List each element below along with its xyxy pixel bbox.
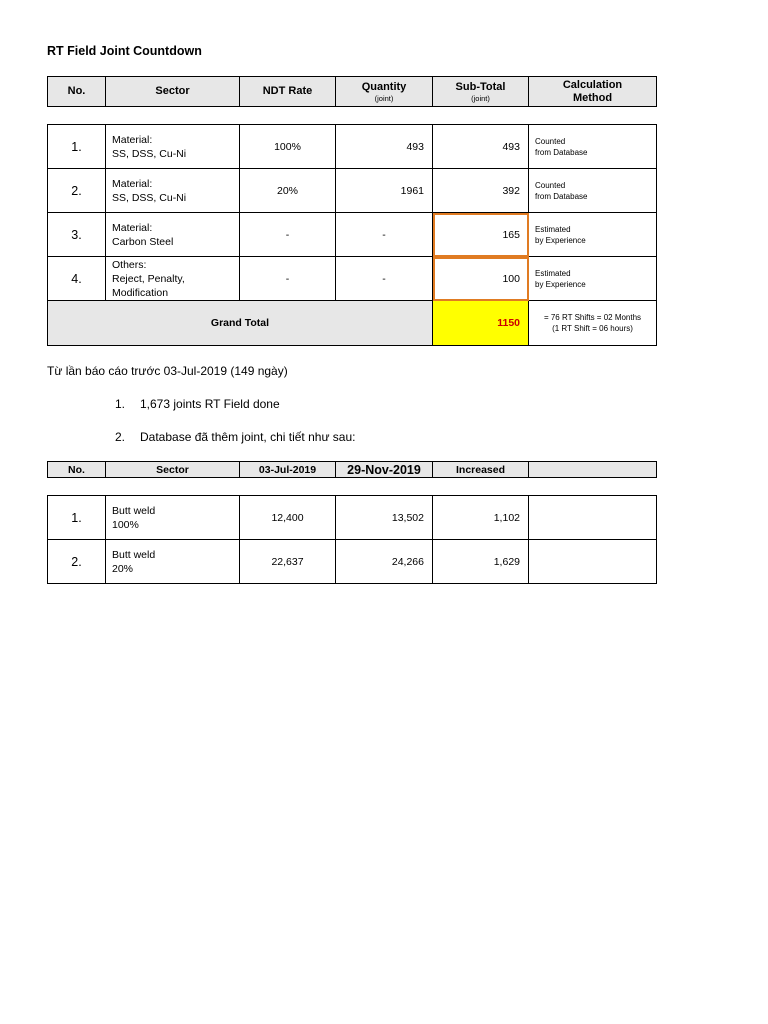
row-quantity: 493 [336,125,433,169]
table-row [48,496,657,540]
row-sector [106,540,240,584]
method-line: from Database [535,147,588,157]
row-extra [529,496,657,540]
method-line: Estimated [535,268,571,278]
row-method [529,257,657,301]
header-quantity [336,77,433,107]
row-subtotal: 392 [433,169,529,213]
note-line: = 76 RT Shifts = 02 Months [543,313,642,322]
grand-total-label: Grand Total [48,301,433,346]
countdown-header [47,76,657,107]
table-row [48,125,657,169]
grand-total-value: 1150 [433,301,529,346]
method-line: by Experience [535,235,586,245]
row-sector [106,169,240,213]
list-item [115,430,356,444]
header-subtotal [433,77,529,107]
row-sector [106,213,240,257]
row-no: 2. [48,540,106,584]
method-line: Counted [535,180,566,190]
table-row [48,257,657,301]
sector-line: Material: [112,177,153,190]
table-row [48,169,657,213]
row-value-date1: 12,400 [240,496,336,540]
row-sector [106,257,240,301]
row-no: 1. [48,496,106,540]
header-sector: Sector [106,462,240,478]
row-quantity: 1961 [336,169,433,213]
row-ndt-rate: 20% [240,169,336,213]
sector-line: SS, DSS, Cu-Ni [112,147,187,160]
list-text: Database đã thêm joint, chi tiết như sau: [140,430,356,444]
header-date-2: 29-Nov-2019 [336,462,433,478]
row-no: 4. [48,257,106,301]
row-extra [529,540,657,584]
sector-line: Material: [112,221,153,234]
header-ndt-rate: NDT Rate [240,77,336,107]
list-number: 1. [115,397,126,411]
table-row [48,213,657,257]
sector-line: 20% [112,562,134,575]
sector-line: Butt weld [112,504,156,517]
database-header [47,461,657,478]
row-sector [106,496,240,540]
row-sector [106,125,240,169]
row-increased: 1,629 [433,540,529,584]
sector-line: Others: [112,258,147,271]
sector-line: Modification [112,286,169,299]
header-subtotal-unit: (joint) [471,93,490,103]
row-subtotal: 100 [433,257,529,301]
sector-line: 100% [112,518,139,531]
row-ndt-rate: 100% [240,125,336,169]
row-method [529,169,657,213]
header-extra [529,462,657,478]
table-row [48,540,657,584]
header-subtotal-label: Sub-Total [455,80,506,93]
row-subtotal: 165 [433,213,529,257]
row-ndt-rate: - [240,213,336,257]
header-calc-line1: Calculation [562,78,623,91]
method-line: from Database [535,191,588,201]
row-subtotal: 493 [433,125,529,169]
method-line: Estimated [535,224,571,234]
list-number: 2. [115,430,126,444]
database-table [47,495,657,584]
header-quantity-label: Quantity [361,80,407,93]
row-quantity: - [336,213,433,257]
sector-line: Carbon Steel [112,235,174,248]
row-value-date2: 24,266 [336,540,433,584]
header-calculation-method [529,77,657,107]
list-item [115,397,280,411]
header-no: No. [48,462,106,478]
document-title: RT Field Joint Countdown [47,44,202,58]
row-value-date1: 22,637 [240,540,336,584]
row-increased: 1,102 [433,496,529,540]
header-calc-line2: Method [572,91,613,104]
list-text: 1,673 joints RT Field done [140,397,280,411]
row-no: 1. [48,125,106,169]
sector-line: Material: [112,133,153,146]
note-line: (1 RT Shift = 06 hours) [552,324,633,333]
row-quantity: - [336,257,433,301]
header-no: No. [48,77,106,107]
sector-line: SS, DSS, Cu-Ni [112,191,187,204]
row-method [529,213,657,257]
row-no: 2. [48,169,106,213]
grand-total-row [48,301,657,346]
sector-line: Butt weld [112,548,156,561]
row-ndt-rate: - [240,257,336,301]
header-quantity-unit: (joint) [374,93,394,103]
header-date-1: 03-Jul-2019 [240,462,336,478]
row-no: 3. [48,213,106,257]
row-value-date2: 13,502 [336,496,433,540]
sector-line: Reject, Penalty, [112,272,185,285]
countdown-table [47,124,657,346]
method-line: by Experience [535,279,586,289]
grand-total-note [529,301,657,346]
header-increased: Increased [433,462,529,478]
method-line: Counted [535,136,566,146]
report-intro: Từ lần báo cáo trước 03-Jul-2019 (149 ngày) [47,364,288,378]
header-sector: Sector [106,77,240,107]
row-method [529,125,657,169]
